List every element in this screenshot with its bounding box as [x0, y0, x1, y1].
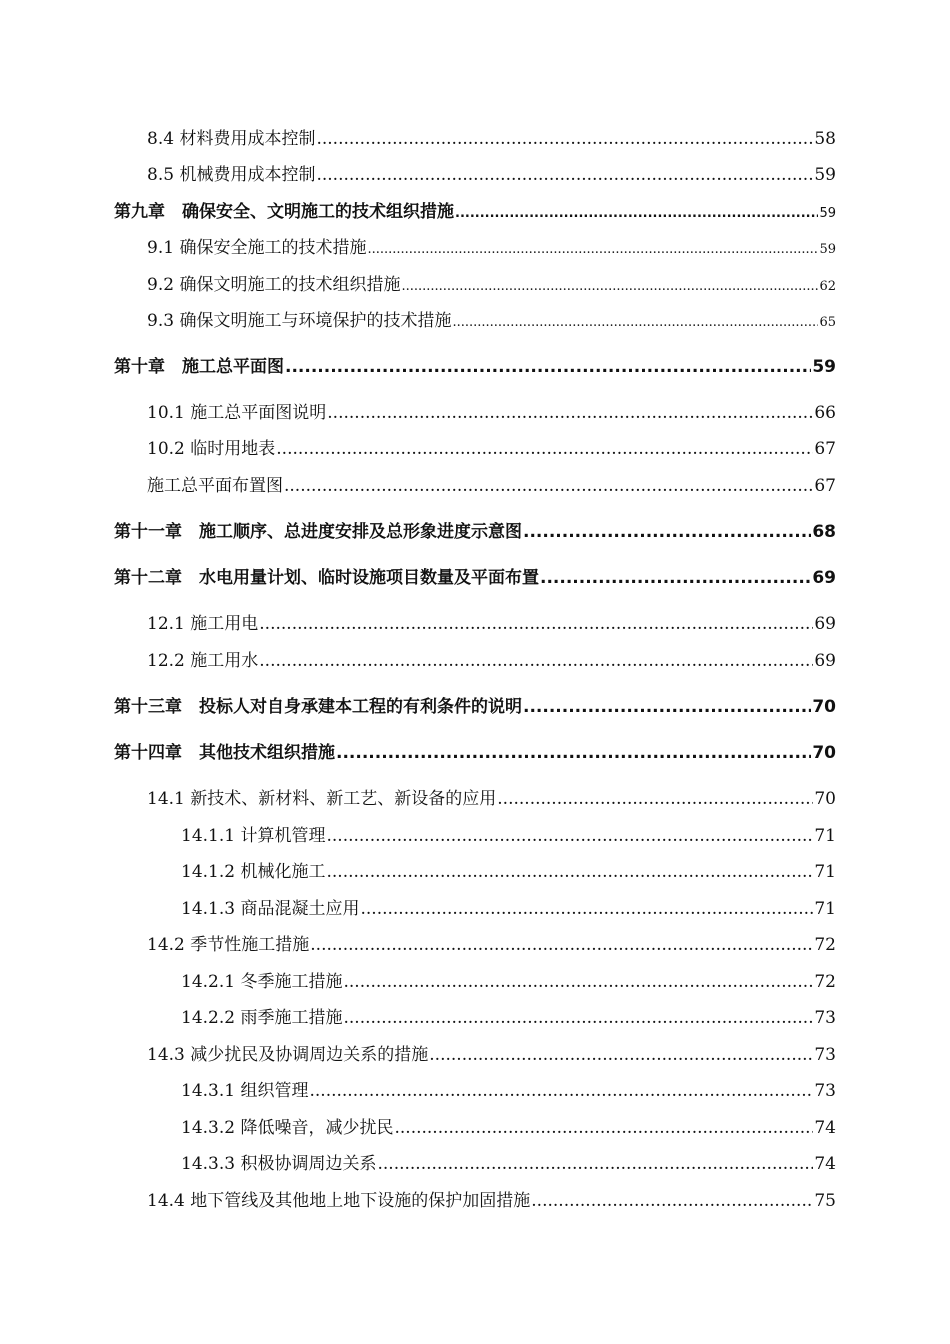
toc-section-entry[interactable] — [181, 1003, 836, 1029]
toc-page-number: 69 — [812, 568, 836, 588]
toc-dot-leader — [285, 357, 811, 377]
toc-dot-leader — [497, 789, 813, 809]
toc-entry-title: 8.4 材料费用成本控制 — [147, 129, 316, 149]
toc-section-entry[interactable] — [181, 821, 836, 847]
toc-page-number: 67 — [814, 476, 836, 496]
toc-page-number: 62 — [819, 279, 836, 294]
toc-dot-leader — [326, 826, 813, 846]
toc-section-entry[interactable] — [147, 434, 836, 460]
toc-entry-title: 第十章 施工总平面图 — [114, 357, 284, 377]
toc-page-number: 68 — [812, 522, 836, 542]
toc-page-number: 71 — [814, 862, 836, 882]
toc-entry-title: 8.5 机械费用成本控制 — [147, 165, 316, 185]
toc-entry-title: 14.1.3 商品混凝土应用 — [181, 899, 360, 919]
toc-entry-title: 14.1.2 机械化施工 — [181, 862, 326, 882]
toc-page-number: 71 — [814, 899, 836, 919]
toc-section-entry[interactable] — [147, 306, 836, 332]
toc-dot-leader — [316, 129, 813, 149]
toc-page-number: 74 — [814, 1118, 836, 1138]
toc-section-entry[interactable] — [147, 160, 836, 186]
toc-entry-title: 第九章 确保安全、文明施工的技术组织措施 — [114, 202, 454, 222]
toc-page-number: 71 — [814, 826, 836, 846]
toc-page-number: 59 — [812, 357, 836, 377]
toc-page-number: 72 — [814, 972, 836, 992]
toc-section-entry[interactable] — [181, 1076, 836, 1102]
toc-entry-title: 10.2 临时用地表 — [147, 439, 276, 459]
toc-page-number: 67 — [814, 439, 836, 459]
toc-section-entry[interactable] — [181, 857, 836, 883]
toc-entry-title: 9.3 确保文明施工与环境保护的技术措施 — [147, 311, 452, 331]
toc-entry-title: 9.2 确保文明施工的技术组织措施 — [147, 275, 401, 295]
toc-dot-leader — [343, 1008, 813, 1028]
toc-section-entry[interactable] — [147, 270, 836, 296]
toc-entry-title: 14.3.2 降低噪音，减少扰民 — [181, 1118, 394, 1138]
toc-page-number: 59 — [819, 242, 836, 257]
toc-dot-leader — [452, 315, 818, 330]
toc-entry-title: 14.2.1 冬季施工措施 — [181, 972, 343, 992]
toc-section-entry[interactable] — [147, 124, 836, 150]
toc-section-entry[interactable] — [147, 930, 836, 956]
toc-page-number: 73 — [814, 1045, 836, 1065]
toc-page-number: 69 — [814, 614, 836, 634]
toc-chapter-entry[interactable] — [114, 352, 836, 378]
toc-page-number: 59 — [814, 165, 836, 185]
toc-page-number: 69 — [814, 651, 836, 671]
toc-entry-title: 14.3.3 积极协调周边关系 — [181, 1154, 377, 1174]
toc-entry-title: 14.3.1 组织管理 — [181, 1081, 309, 1101]
toc-entry-title: 14.2 季节性施工措施 — [147, 935, 310, 955]
toc-dot-leader — [336, 743, 811, 763]
toc-dot-leader — [343, 972, 813, 992]
toc-dot-leader — [309, 1081, 813, 1101]
toc-dot-leader — [455, 206, 818, 221]
toc-dot-leader — [429, 1045, 813, 1065]
toc-page-number: 70 — [812, 743, 836, 763]
toc-chapter-entry[interactable] — [114, 197, 836, 223]
toc-entry-title: 14.1.1 计算机管理 — [181, 826, 326, 846]
toc-entry-title: 第十一章 施工顺序、总进度安排及总形象进度示意图 — [114, 522, 522, 542]
toc-dot-leader — [327, 403, 813, 423]
toc-entry-title: 施工总平面布置图 — [147, 476, 283, 496]
toc-chapter-entry[interactable] — [114, 692, 836, 718]
toc-section-entry[interactable] — [181, 894, 836, 920]
toc-dot-leader — [377, 1154, 813, 1174]
toc-entry-title: 14.2.2 雨季施工措施 — [181, 1008, 343, 1028]
toc-page-number: 75 — [814, 1191, 836, 1211]
toc-entry-title: 第十二章 水电用量计划、临时设施项目数量及平面布置 — [114, 568, 539, 588]
toc-section-entry[interactable] — [147, 609, 836, 635]
toc-dot-leader — [259, 614, 813, 634]
toc-entry-title: 9.1 确保安全施工的技术措施 — [147, 238, 367, 258]
toc-dot-leader — [540, 568, 811, 588]
toc-dot-leader — [523, 522, 811, 542]
toc-page-number: 73 — [814, 1081, 836, 1101]
toc-dot-leader — [360, 899, 813, 919]
toc-entry-title: 14.3 减少扰民及协调周边关系的措施 — [147, 1045, 429, 1065]
toc-page-number: 58 — [814, 129, 836, 149]
toc-chapter-entry[interactable] — [114, 563, 836, 589]
toc-entry-title: 第十四章 其他技术组织措施 — [114, 743, 335, 763]
toc-entry-title: 10.1 施工总平面图说明 — [147, 403, 327, 423]
toc-entry-title: 12.2 施工用水 — [147, 651, 259, 671]
toc-section-entry[interactable] — [147, 646, 836, 672]
toc-dot-leader — [316, 165, 813, 185]
toc-dot-leader — [310, 935, 813, 955]
toc-dot-leader — [394, 1118, 813, 1138]
toc-entry-title: 14.1 新技术、新材料、新工艺、新设备的应用 — [147, 789, 497, 809]
toc-section-entry[interactable] — [181, 1149, 836, 1175]
toc-page-number: 73 — [814, 1008, 836, 1028]
toc-section-entry[interactable] — [147, 784, 836, 810]
toc-entry-title: 第十三章 投标人对自身承建本工程的有利条件的说明 — [114, 697, 522, 717]
toc-page-number: 74 — [814, 1154, 836, 1174]
toc-dot-leader — [326, 862, 813, 882]
toc-section-entry[interactable] — [147, 233, 836, 259]
toc-section-entry[interactable] — [147, 471, 836, 497]
toc-chapter-entry[interactable] — [114, 517, 836, 543]
toc-section-entry[interactable] — [147, 1040, 836, 1066]
toc-section-entry[interactable] — [147, 398, 836, 424]
toc-page-number: 59 — [819, 206, 836, 221]
toc-page-number: 70 — [812, 697, 836, 717]
toc-dot-leader — [523, 697, 811, 717]
toc-section-entry[interactable] — [181, 1113, 836, 1139]
toc-entry-title: 12.1 施工用电 — [147, 614, 259, 634]
toc-dot-leader — [259, 651, 813, 671]
toc-page-number: 72 — [814, 935, 836, 955]
toc-section-entry[interactable] — [181, 967, 836, 993]
toc-dot-leader — [276, 439, 813, 459]
toc-entry-title: 14.4 地下管线及其他地上地下设施的保护加固措施 — [147, 1191, 531, 1211]
toc-dot-leader — [367, 242, 818, 257]
toc-section-entry[interactable] — [147, 1186, 836, 1212]
toc-page-number: 70 — [814, 789, 836, 809]
toc-dot-leader — [401, 279, 818, 294]
toc-page-number: 66 — [814, 403, 836, 423]
toc-chapter-entry[interactable] — [114, 738, 836, 764]
toc-dot-leader — [284, 476, 813, 496]
toc-page-number: 65 — [819, 315, 836, 330]
toc-dot-leader — [531, 1191, 813, 1211]
